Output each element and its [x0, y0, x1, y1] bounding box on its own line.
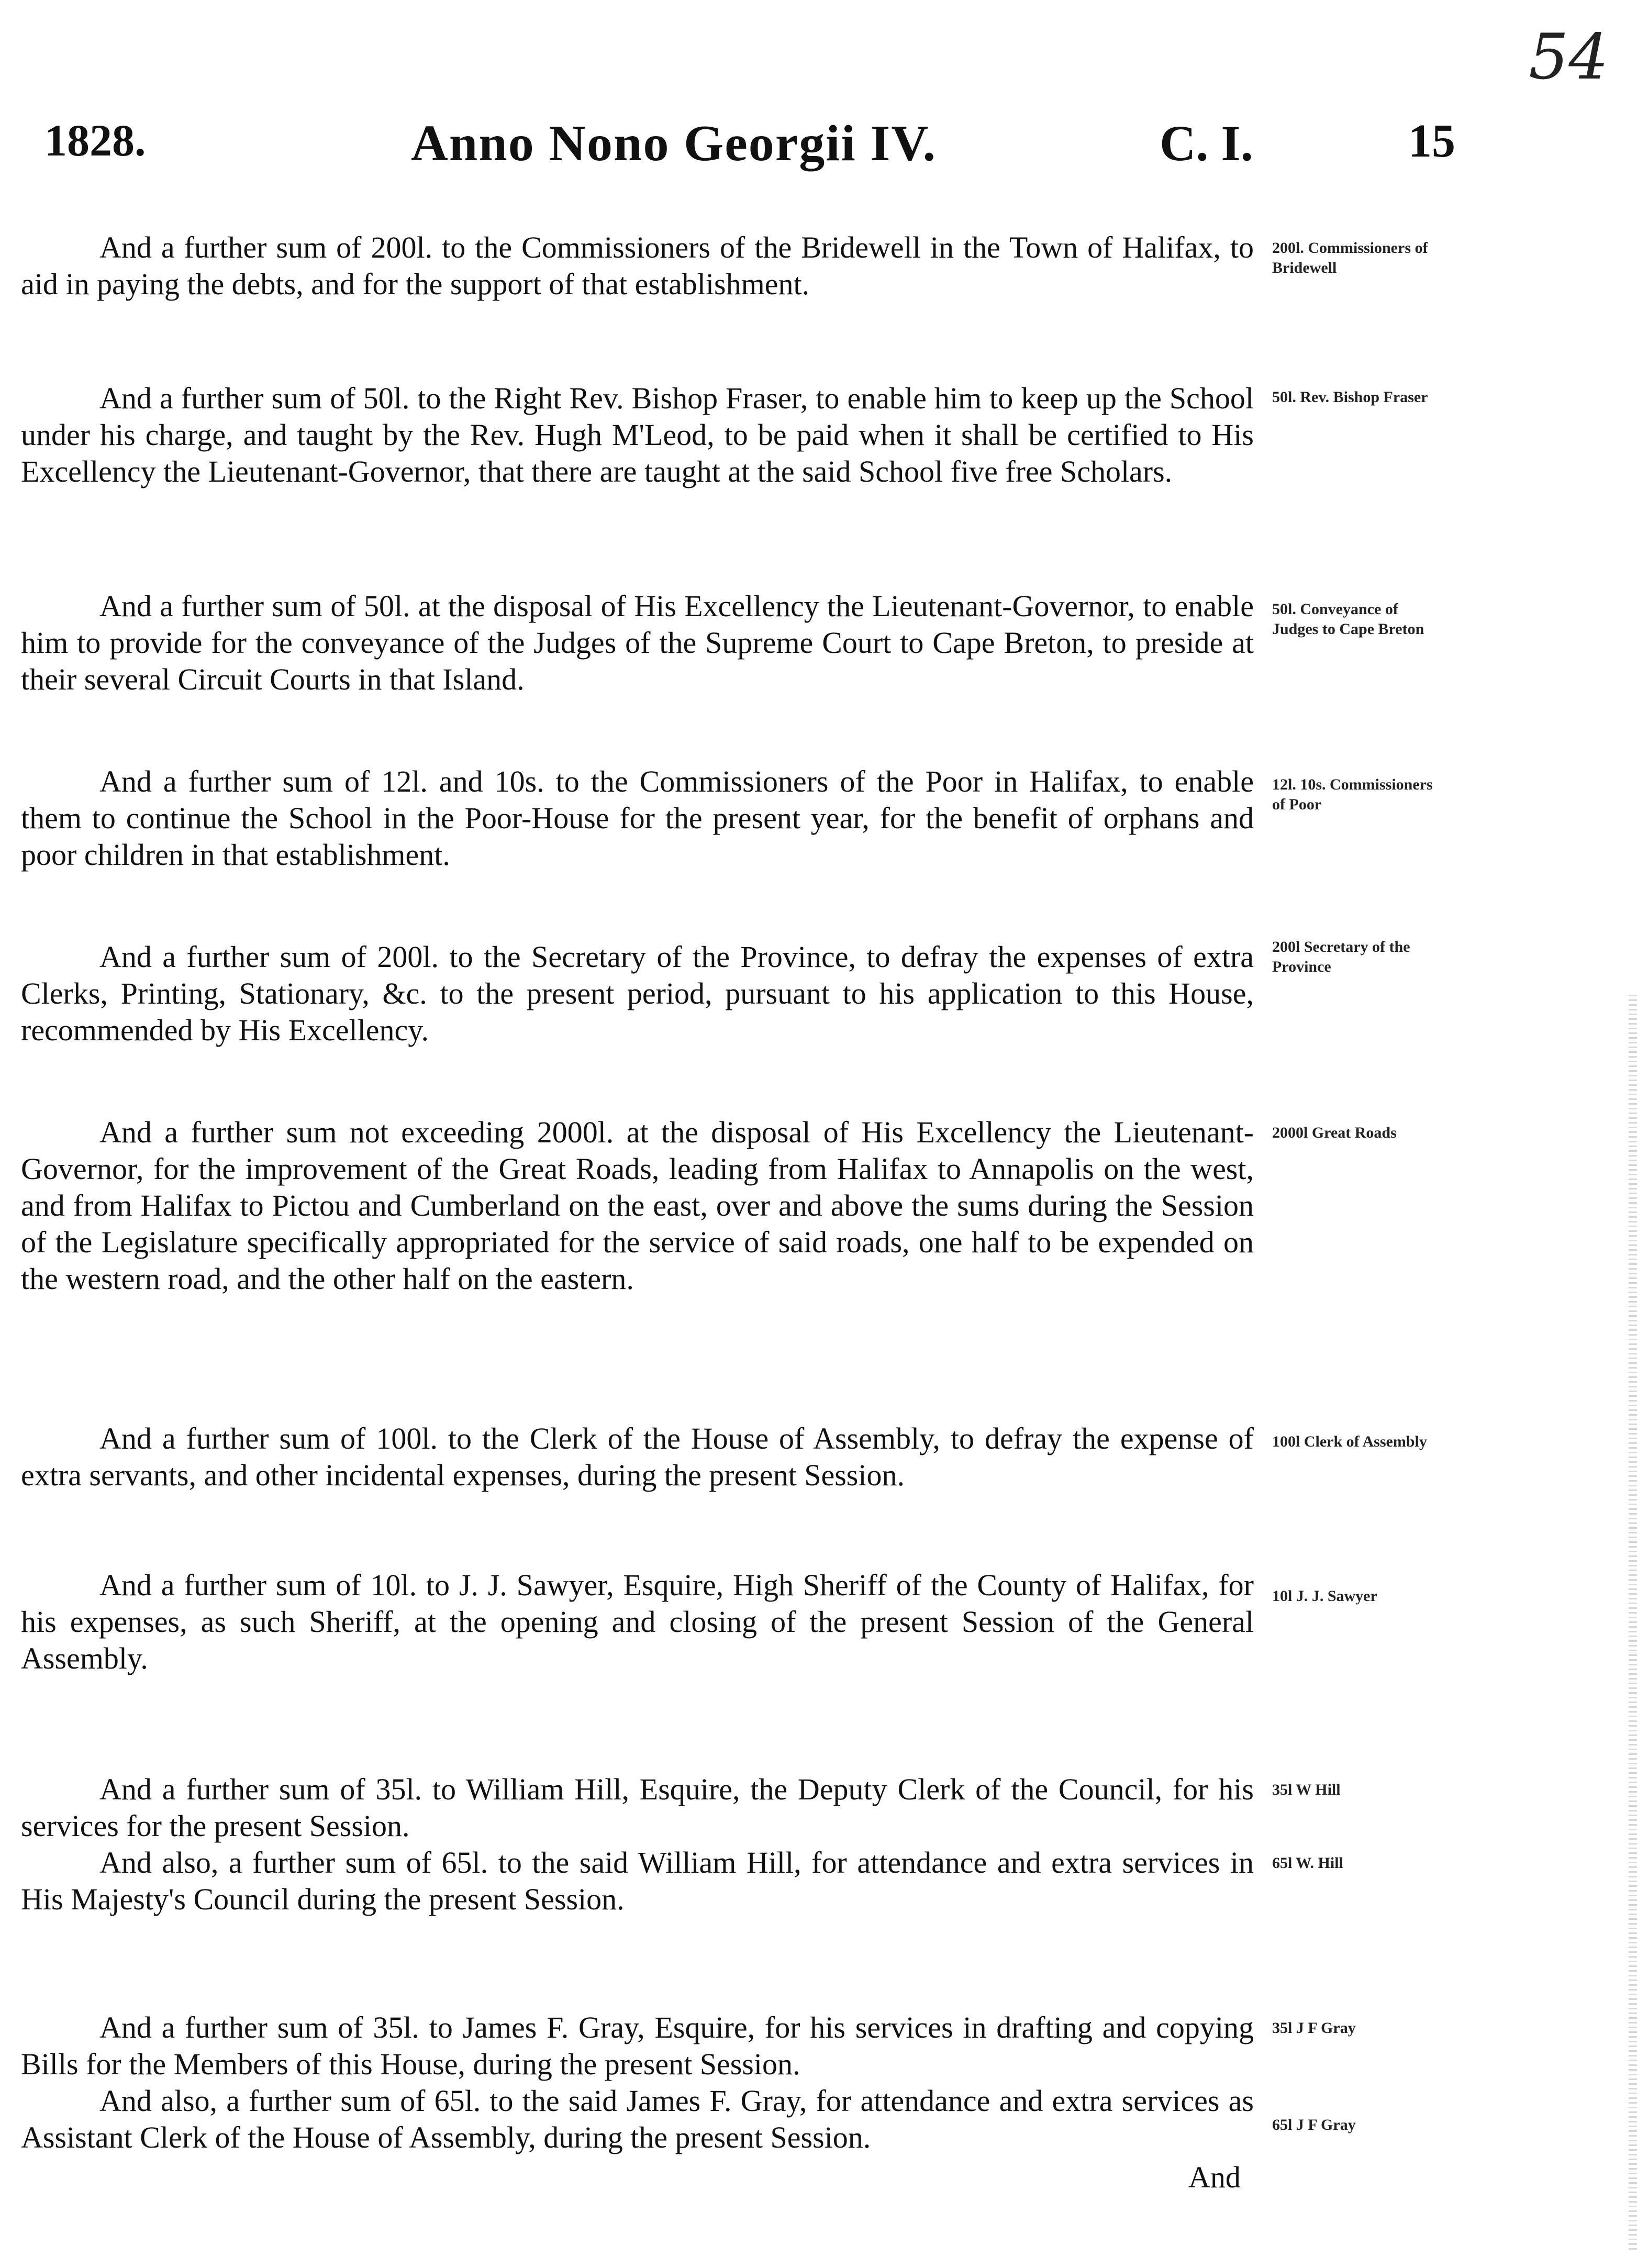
- margin-note-gray-drafting: 35l J F Gray: [1272, 2019, 1356, 2037]
- paragraph-clerk-assembly: And a further sum of 100l. to the Clerk of the House of Assembly, to defray the expense of extra servants, and other incidental expenses, during the present Session.: [21, 1421, 1254, 1492]
- margin-note-great-roads: 2000l Great Roads: [1272, 1124, 1397, 1141]
- margin-note-poor-commissioners: 12l. 10s. Commissioners of Poor: [1272, 776, 1433, 813]
- margin-note-clerk-assembly: 100l Clerk of Assembly: [1272, 1433, 1427, 1450]
- catchword: And: [1188, 2160, 1241, 2194]
- paragraph-bishop-fraser: And a further sum of 50l. to the Right Rev. Bishop Fraser, to enable him to keep up the School under his charge, and taught by the Rev. Hugh M'Leod, to be paid when it shall be certified to His Excellency the Lieutenant-Governor, that there are taught at the said School five free Scholars.: [21, 381, 1254, 488]
- folio-mark: 54: [1529, 21, 1609, 94]
- paragraph-hill-council: And also, a further sum of 65l. to the said William Hill, for attendance and extra services in His Majesty's Council during the present Session.: [21, 1845, 1254, 1916]
- paragraph-poor-commissioners: And a further sum of 12l. and 10s. to the Commissioners of the Poor in Halifax, to enable them to continue the School in the Poor-House for the present year, for the benefit of orphans and poor children in that establishment.: [21, 764, 1254, 872]
- margin-note-bishop-fraser: 50l. Rev. Bishop Fraser: [1272, 388, 1428, 406]
- scan-edge-artifact: [1629, 995, 1637, 2251]
- paragraph-great-roads: And a further sum not exceeding 2000l. at the disposal of His Excellency the Lieutenant-Governor, for the improvement of the Great Roads, leading from Halifax to Annapolis on the west, and from Halifax to Pictou and Cumberland on the east, over and above the sums during the Session of the Legislature specifically appropriated for the service of said roads, one half to be expended on the western road, and the other half on the eastern.: [21, 1115, 1254, 1296]
- margin-note-gray-assistant-clerk: 65l J F Gray: [1272, 2116, 1356, 2133]
- margin-note-bridewell: 200l. Commissioners of Bridewell: [1272, 239, 1428, 276]
- margin-note-hill-council: 65l W. Hill: [1272, 1854, 1343, 1872]
- margin-note-sawyer: 10l J. J. Sawyer: [1272, 1587, 1377, 1605]
- running-header-year: 1828.: [44, 115, 146, 165]
- running-header-title: Anno Nono Georgii IV.: [411, 115, 937, 172]
- margin-note-judges-conveyance: 50l. Conveyance of Judges to Cape Breton: [1272, 601, 1424, 638]
- paragraph-judges-conveyance: And a further sum of 50l. at the disposal of His Excellency the Lieutenant-Governor, to enable him to provide for the conveyance of the Judges of the Supreme Court to Cape Breton, to preside at their several Circuit Courts in that Island.: [21, 589, 1254, 696]
- paragraph-bridewell: And a further sum of 200l. to the Commissioners of the Bridewell in the Town of Halifax, to aid in paying the debts, and for the support of that establishment.: [21, 230, 1254, 301]
- paragraph-secretary-province: And a further sum of 200l. to the Secretary of the Province, to defray the expenses of extra Clerks, Printing, Stationary, &c. to the present period, pursuant to his application to this House, recommended by His Excellency.: [21, 940, 1254, 1047]
- paragraph-gray-drafting: And a further sum of 35l. to James F. Gray, Esquire, for his services in drafting and copying Bills for the Members of this House, during the present Session.: [21, 2010, 1254, 2081]
- page-number: 15: [1408, 115, 1455, 167]
- paragraph-sawyer: And a further sum of 10l. to J. J. Sawyer, Esquire, High Sheriff of the County of Halifax, for his expenses, as such Sheriff, at the opening and closing of the present Session of the General Assembly.: [21, 1568, 1254, 1675]
- paragraph-hill-deputy-clerk: And a further sum of 35l. to William Hill, Esquire, the Deputy Clerk of the Council, for his services for the present Session.: [21, 1772, 1254, 1843]
- running-header-chapter: C. I.: [1160, 115, 1253, 171]
- paragraph-gray-assistant-clerk: And also, a further sum of 65l. to the said James F. Gray, for attendance and extra services as Assistant Clerk of the House of Assembly, during the present Session.: [21, 2084, 1254, 2154]
- margin-note-hill-deputy-clerk: 35l W Hill: [1272, 1781, 1341, 1798]
- margin-note-secretary-province: 200l Secretary of the Province: [1272, 938, 1410, 975]
